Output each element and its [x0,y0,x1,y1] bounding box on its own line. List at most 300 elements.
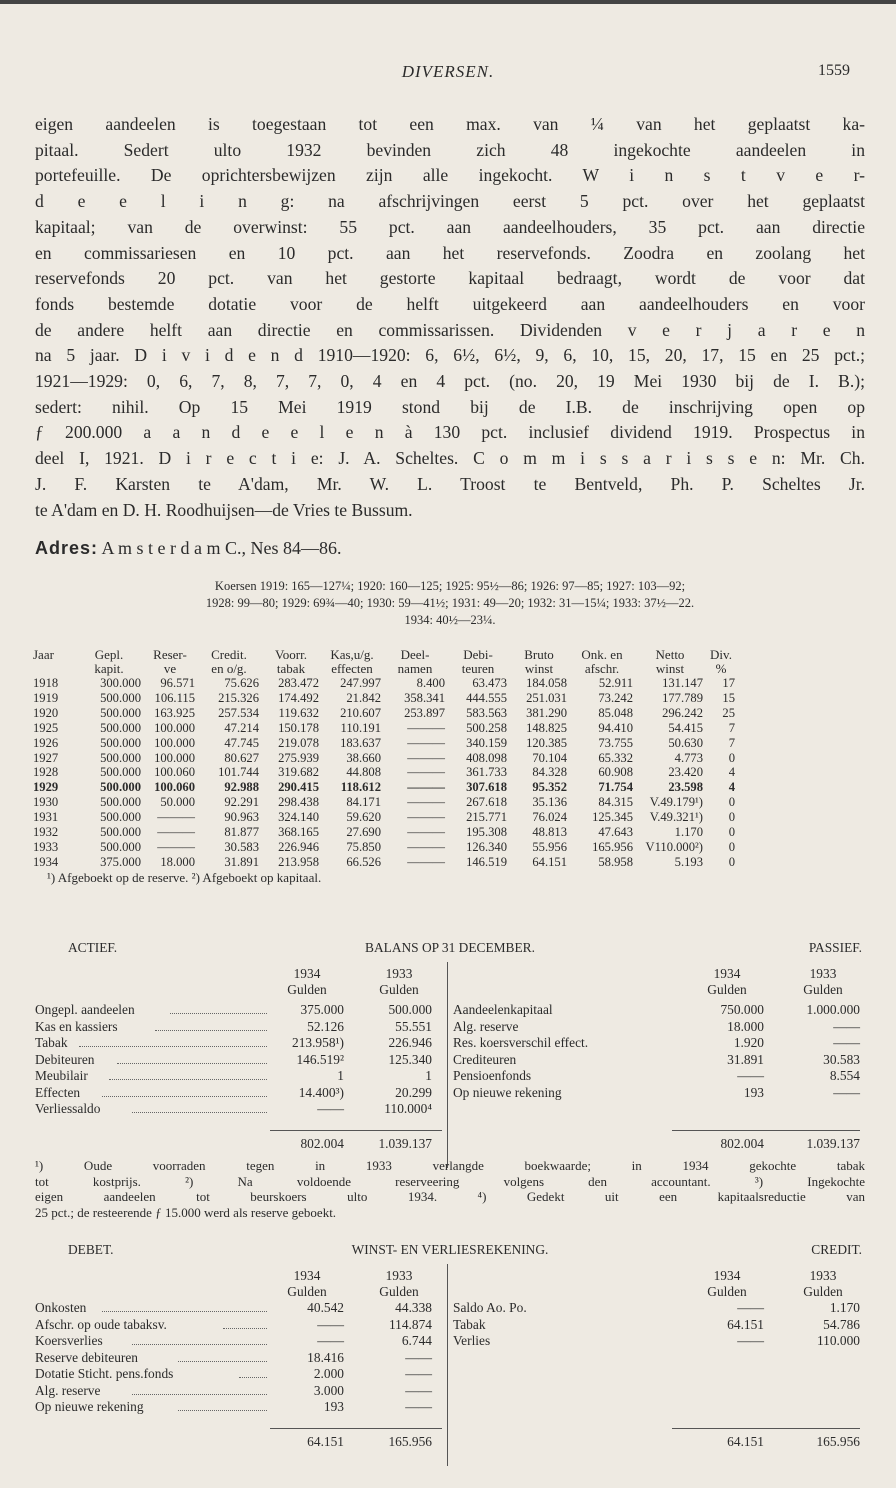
statistics-header-cell: Credit. [211,647,247,662]
table-cell: 500.000 [100,839,141,854]
table-cell: 0 [728,839,735,854]
leader-dots [132,1344,267,1345]
statistics-header-cell: winst [655,661,685,676]
body-line: en commissariesen en 10 pct. aan het reservefonds. Zoodra en zoolang het [35,242,865,263]
table-cell: 150.178 [278,720,319,735]
price-line: Koersen 1919: 165—127¼; 1920: 160—125; 1925: 95½—86; 1926: 97—85; 1927: 103—92; [214,579,686,593]
body-line: ƒ 200.000 a a n d e e l e n à 130 pct. inclusief dividend 1919. Prospectus in [35,422,865,443]
value-1934: 18.416 [307,1349,344,1365]
table-cell: 275.939 [278,750,319,765]
table-cell: 47.643 [598,825,633,840]
value-1933: 20.299 [395,1084,432,1100]
table-cell: 290.415 [278,780,319,795]
table-row [31,736,737,751]
value-1933: 125.340 [388,1051,432,1067]
body-line: pitaal. Sedert ulto 1932 bevinden zich 48 ingekochte aandeelen in [35,139,865,160]
table-cell: 184.058 [526,676,567,690]
value-1933: 110.000⁴ [384,1101,432,1116]
table-cell: 92.988 [224,780,259,795]
account-label: Meubilair [35,1068,88,1083]
account-label: Alg. reserve [35,1382,101,1398]
statistics-header-cell: Debi- [463,647,493,662]
statistics-header-cell: Deel- [400,647,430,662]
year-header: 1934 [713,966,741,981]
table-cell: 131.147 [662,676,703,690]
value-1934: 52.126 [307,1018,344,1034]
table-cell: 300.000 [100,676,141,690]
statistics-table [31,648,737,870]
unit-header: Gulden [707,1284,747,1299]
body-line: reservefonds 20 pct. van het gestorte kapitaal bedraagt, wordt de voor dat [35,268,865,289]
table-cell: 125.345 [592,810,633,825]
table-cell: V.49.179¹) [649,795,703,810]
table-row [31,706,737,721]
value-1934: 31.891 [727,1051,764,1067]
table-cell: 500.000 [100,690,141,705]
table-cell: 81.877 [224,825,259,840]
table-cell: 100.060 [154,765,195,780]
total-rule [672,1130,860,1131]
body-line: 1921—1929: 0, 6, 7, 8, 7, 7, 0, 4 en 4 pct. (no. 20, 19 Mei 1930 bij de I. B.); [35,371,865,392]
table-cell: 1925 [33,720,59,735]
value-1933: 30.583 [823,1051,860,1067]
table-cell: 119.632 [278,705,319,720]
account-label: Afschr. op oude tabaksv. [35,1316,167,1332]
table-cell: 174.492 [278,690,319,705]
value-1933: 54.786 [823,1316,860,1332]
body-line: fonds bestemde dotatie voor de helft uitgekeerd aan aandeelhouders en voor [35,293,865,314]
table-cell: 21.842 [346,690,381,705]
table-cell: 35.136 [532,795,567,810]
table-cell: 50.630 [668,735,703,750]
table-cell: 163.925 [154,705,195,720]
table-cell: 120.385 [526,735,567,750]
table-cell: 195.308 [466,825,507,840]
unit-header: Gulden [803,982,843,997]
account-label: Koersverlies [35,1333,103,1348]
body-line: portefeuille. De oprichtersbewijzen zijn alle ingekocht. W i n s t v e r- [35,165,865,186]
year-header: 1934 [713,1268,741,1283]
table-cell: 361.733 [466,765,507,780]
table-cell: 100.060 [154,780,195,795]
statistics-header-cell: ve [163,661,177,676]
table-cell: 66.526 [346,854,381,869]
table-cell: 110.191 [340,720,381,735]
statistics-header-cell: en o/g. [211,661,247,676]
leader-dots [239,1377,267,1378]
statistics-table-wrap [31,648,737,886]
value-1933: 1.000.000 [806,1002,860,1017]
price-line: 1928: 99—80; 1929: 69¾—40; 1930: 59—41½; 1931: 49—20; 1932: 31—15¼; 1933: 37½—22. [205,596,695,610]
table-cell: 8.400 [416,676,445,690]
table-cell: 15 [722,690,735,705]
leader-dots [117,1063,267,1064]
value-1934: 1 [337,1068,344,1083]
table-cell: 4 [728,765,735,780]
value-1933: 44.338 [395,1300,432,1315]
table-cell: 48.813 [532,825,567,840]
statistics-header-cell: Gepl. [94,647,124,662]
value-1933: —— [405,1349,432,1365]
table-cell: 52.911 [598,676,633,690]
statistics-header-cell: Reser- [153,647,187,662]
value-1933: 226.946 [388,1035,432,1050]
account-label: Crediteuren [453,1051,517,1067]
table-row [31,795,737,810]
total-rule [270,1130,442,1131]
table-cell: 408.098 [466,750,507,765]
year-header: 1933 [809,966,837,981]
table-cell: 213.958 [278,854,319,869]
value-1934: 750.000 [720,1002,764,1017]
statement-title: BALANS OP 31 DECEMBER. [365,940,535,955]
table-cell: 444.555 [466,690,507,705]
table-cell: 65.332 [598,750,633,765]
table-cell: 177.789 [662,690,703,705]
column-divider [447,962,448,1168]
value-1934: —— [317,1316,344,1332]
table-cell: ——— [407,854,445,869]
table-cell: 500.000 [100,765,141,780]
balance-note-line: tot kostprijs. ²) Na voldoende reserveering volgens den accountant. ³) Ingekochte [35,1173,865,1189]
value-1934: 146.519² [296,1051,344,1067]
statement-title: WINST- EN VERLIESREKENING. [351,1242,549,1257]
table-cell: 54.415 [668,720,703,735]
statistics-footnote: ¹) Afgeboekt op de reserve. ²) Afgeboekt op kapitaal. [47,869,322,885]
body-line: deel I, 1921. D i r e c t i e: J. A. Scheltes. C o m m i s s a r i s s e n: Mr. Ch. [35,448,865,469]
value-1934: 40.542 [307,1300,344,1315]
table-cell: 101.744 [218,765,259,780]
table-cell: 25 [722,705,735,720]
value-1934: 14.400³) [298,1084,344,1100]
account-label: Alg. reserve [453,1018,519,1034]
balance-note-line: eigen aandeelen tot beurskoers ulto 1934. ⁴) Gedekt uit een kapitaalsreductie van [35,1189,865,1204]
account-label: Pensioenfonds [453,1068,532,1083]
value-1933: 6.744 [401,1333,432,1348]
value-1933: 1.170 [829,1300,860,1315]
table-cell: 73.755 [598,735,633,750]
table-cell: 55.956 [532,839,567,854]
table-cell: ——— [407,735,445,750]
value-1933: 1 [425,1068,432,1083]
table-cell: 17 [722,676,735,690]
value-1933: —— [833,1035,860,1050]
table-cell: 90.963 [224,810,259,825]
table-row [31,676,737,691]
statistics-header-cell: Onk. en [581,647,623,662]
table-cell: 4.773 [674,750,703,765]
balance-note-line: ¹) Oude voorraden tegen in 1933 verlangde boekwaarde; in 1934 gekochte tabak [35,1158,865,1173]
table-cell: 146.519 [466,854,507,869]
statistics-header-cell [31,662,75,676]
table-cell: 100.000 [154,720,195,735]
table-row [31,780,737,795]
unit-header: Gulden [707,982,747,997]
statistics-header-cell: tabak [276,661,306,676]
account-label: Effecten [35,1084,81,1100]
account-label: Verliessaldo [35,1101,101,1116]
table-cell: 63.473 [472,676,507,690]
body-line: te A'dam en D. H. Roodhuijsen—de Vries te Bussum. [35,499,413,520]
table-cell: 100.000 [154,750,195,765]
table-cell: 64.151 [532,854,567,869]
unit-header: Gulden [287,982,327,997]
value-1933: 55.551 [395,1018,432,1034]
table-cell: 38.660 [346,750,381,765]
body-line: sedert: nihil. Op 15 Mei 1919 stond bij de I.B. de inschrijving open op [35,396,865,417]
table-cell: 1933 [33,839,59,854]
statement-left-label: DEBET. [68,1242,114,1257]
value-1934: —— [737,1300,764,1315]
value-1934: —— [317,1101,344,1116]
table-cell: 247.997 [340,676,381,690]
account-label: Saldo Ao. Po. [453,1300,527,1315]
value-1934: 375.000 [300,1002,344,1017]
table-cell: 183.637 [340,735,381,750]
table-cell: 340.159 [466,735,507,750]
table-cell: 100.000 [154,735,195,750]
table-cell: 381.290 [526,705,567,720]
value-1933: —— [405,1366,432,1381]
total-rule [270,1428,442,1429]
total-1934: 802.004 [720,1135,764,1151]
leader-dots [102,1311,267,1312]
table-cell: 27.690 [346,825,381,840]
table-cell: 75.626 [224,676,259,690]
value-1933: —— [833,1018,860,1034]
body-line: eigen aandeelen is toegestaan tot een max. van ¼ van het geplaatst ka- [35,114,865,134]
table-cell: 375.000 [100,854,141,869]
table-cell: 7 [728,720,735,735]
table-cell: 76.024 [532,810,567,825]
table-cell: 58.958 [598,854,633,869]
table-cell: 84.315 [598,795,633,810]
table-cell: 1918 [33,676,59,690]
body-line: kapitaal; van de overwinst: 55 pct. aan aandeelhouders, 35 pct. aan directie [35,216,865,237]
account-label: Onkosten [35,1300,87,1315]
statistics-header-cell: Jaar [33,647,54,662]
value-1934: 213.958¹) [292,1035,344,1050]
value-1934: 64.151 [727,1316,764,1332]
value-1933: 8.554 [829,1068,860,1083]
table-cell: ——— [407,825,445,840]
total-1934: 64.151 [307,1433,344,1449]
table-cell: 84.171 [346,795,381,810]
year-header: 1933 [809,1268,837,1283]
table-cell: 583.563 [466,705,507,720]
value-1934: 18.000 [727,1018,764,1034]
unit-header: Gulden [287,1284,327,1299]
table-cell: 1919 [33,690,59,705]
balance-notes [35,1158,865,1220]
table-cell: ——— [407,750,445,765]
table-cell: 73.242 [598,690,633,705]
table-cell: 500.000 [100,720,141,735]
table-cell: 500.000 [100,795,141,810]
table-cell: 307.618 [466,780,507,795]
account-label: Kas en kassiers [35,1018,118,1034]
value-1934: 193 [323,1399,344,1414]
body-paragraph [35,112,865,523]
leader-dots [170,1013,267,1014]
table-cell: 165.956 [592,839,633,854]
total-1933: 165.956 [816,1433,860,1449]
table-cell: 47.214 [224,720,259,735]
table-row [31,810,737,825]
table-cell: 30.583 [224,839,259,854]
total-1933: 1.039.137 [806,1135,860,1151]
table-cell: 500.000 [100,825,141,840]
statistics-header-cell: Div. [710,647,732,662]
table-cell: ——— [157,825,195,840]
table-cell: 7 [728,735,735,750]
statement-right-label: CREDIT. [811,1242,862,1257]
table-cell: 0 [728,854,735,869]
table-cell: 358.341 [404,690,445,705]
table-cell: 70.104 [532,750,567,765]
table-cell: 18.000 [160,854,195,869]
table-cell: 500.258 [466,720,507,735]
statistics-header-row [31,662,737,676]
leader-dots [178,1410,267,1411]
statistics-header-cell: effecten [331,661,373,676]
table-cell: 267.618 [466,795,507,810]
table-cell: 1927 [33,750,59,765]
statistics-header-row [31,648,737,662]
table-cell: 47.745 [224,735,259,750]
leader-dots [109,1079,267,1080]
account-label: Debiteuren [35,1051,95,1067]
table-cell: 59.620 [346,810,381,825]
value-1934: 3.000 [313,1382,344,1398]
value-1934: —— [317,1333,344,1348]
table-cell: 92.291 [224,795,259,810]
total-1933: 165.956 [388,1433,432,1449]
table-cell: 219.078 [278,735,319,750]
table-cell: ——— [157,839,195,854]
value-1933: 114.874 [388,1316,432,1332]
table-cell: 148.825 [526,720,567,735]
table-cell: ——— [157,810,195,825]
body-line: de andere helft aan directie en commissarissen. Dividenden v e r j a r e n [35,319,865,340]
balance-sheet [0,940,896,1160]
table-cell: 84.328 [532,765,567,780]
table-cell: 215.326 [218,690,259,705]
table-cell: 5.193 [674,854,703,869]
value-1934: 2.000 [313,1366,344,1381]
table-cell: 1928 [33,765,59,780]
table-cell: 71.754 [598,780,633,795]
statistics-header-cell: afschr. [584,661,620,676]
table-cell: 500.000 [100,780,141,795]
table-cell: ——— [407,780,445,795]
table-cell: ——— [407,839,445,854]
table-cell: V110.000²) [645,839,703,854]
table-cell: ——— [407,720,445,735]
table-cell: 319.682 [278,765,319,780]
account-label: Tabak [35,1035,68,1050]
price-line: 1934: 40½—23¼. [404,613,496,627]
table-cell: 1934 [33,854,59,869]
table-cell: 500.000 [100,705,141,720]
leader-dots [223,1328,267,1329]
table-cell: 23.598 [668,780,703,795]
account-label: Tabak [453,1316,486,1332]
leader-dots [102,1096,267,1097]
table-cell: 60.908 [598,765,633,780]
value-1933: 110.000 [816,1333,860,1348]
table-cell: 296.242 [662,705,703,720]
leader-dots [178,1361,267,1362]
unit-header: Gulden [379,982,419,997]
statement-right-label: PASSIEF. [808,940,862,955]
statistics-header-cell: kapit. [94,661,124,676]
account-label: Res. koersverschil effect. [453,1035,589,1050]
table-cell: 298.438 [278,795,319,810]
table-cell: 1932 [33,825,59,840]
table-cell: 0 [728,810,735,825]
table-cell: 106.115 [154,690,195,705]
value-1934: —— [737,1333,764,1348]
total-1934: 64.151 [727,1433,764,1449]
table-cell: V.49.321¹) [649,810,703,825]
year-header: 1934 [293,966,321,981]
table-cell: 95.352 [532,780,567,795]
table-cell: 4 [728,780,735,795]
table-cell: 44.808 [346,765,381,780]
year-header: 1933 [385,1268,413,1283]
leader-dots [132,1394,267,1395]
table-cell: 23.420 [668,765,703,780]
table-cell: 215.771 [466,810,507,825]
page-top-edge [0,0,896,4]
page-number: 1559 [818,62,850,79]
value-1933: —— [833,1084,860,1100]
table-cell: 0 [728,825,735,840]
address-value: A m s t e r d a m C., Nes 84—86. [101,538,342,558]
table-cell: 1920 [33,705,59,720]
table-cell: ——— [407,810,445,825]
statistics-header-cell: namen [397,661,433,676]
table-cell: 1931 [33,810,59,825]
statistics-header-cell: Voorr. [275,647,307,662]
table-cell: 0 [728,795,735,810]
table-cell: 368.165 [278,825,319,840]
total-1933: 1.039.137 [378,1135,432,1151]
value-1934: —— [737,1068,764,1083]
leader-dots [132,1112,267,1113]
table-cell: 324.140 [278,810,319,825]
table-cell: 500.000 [100,750,141,765]
table-cell: 500.000 [100,735,141,750]
table-cell: 253.897 [404,705,445,720]
account-label: Ongepl. aandeelen [35,1002,135,1017]
address-line [35,538,342,559]
address-label: Adres: [35,538,99,558]
table-cell: 96.571 [160,676,195,690]
table-cell: 75.850 [346,839,381,854]
table-cell: 0 [728,750,735,765]
table-row [31,691,737,706]
statistics-header-cell: Bruto [524,647,554,662]
balance-note-line: 25 pct.; de resteerende ƒ 15.000 werd als reserve geboekt. [35,1204,337,1220]
statistics-header-cell: Netto [655,647,685,662]
table-row [31,721,737,736]
body-line: d e e l i n g: na afschrijvingen eerst 5 pct. over het geplaatst [35,191,865,212]
total-rule [672,1428,860,1429]
table-row [31,840,737,855]
body-line: na 5 jaar. D i v i d e n d 1910—1920: 6, 6½, 6½, 9, 6, 10, 15, 20, 17, 15 en 25 pct.; [35,345,865,366]
